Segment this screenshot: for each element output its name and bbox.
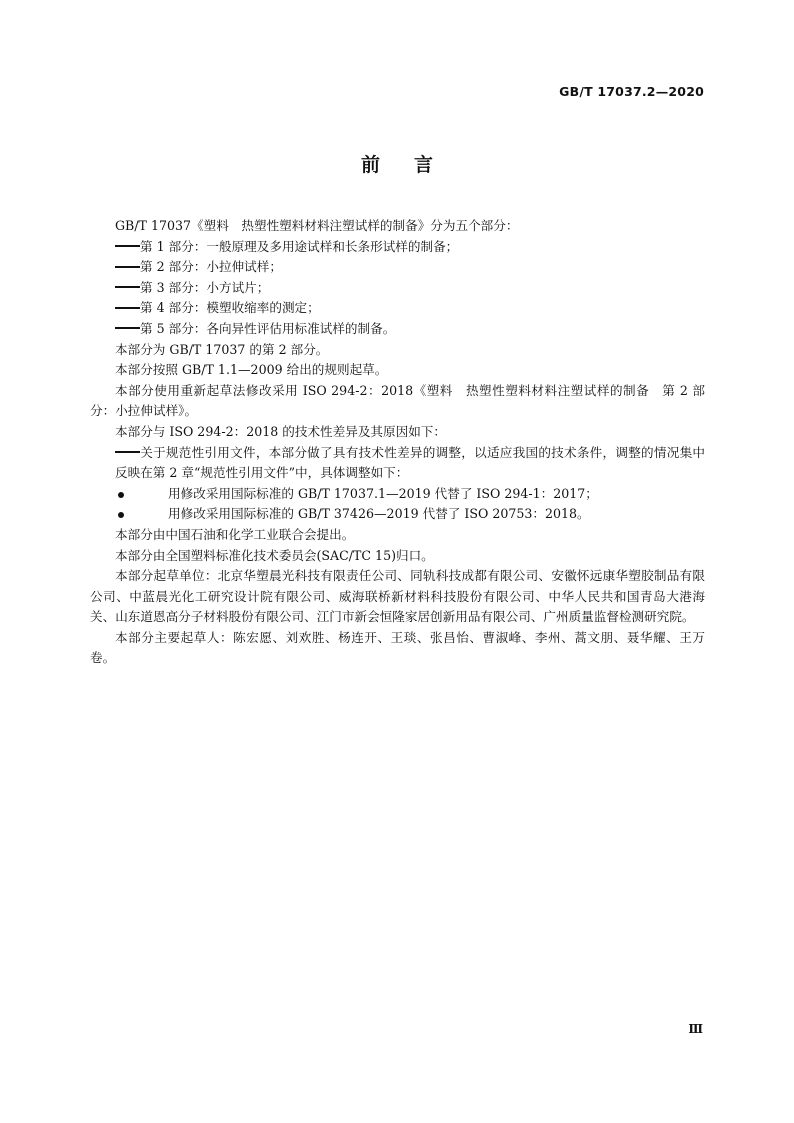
body-paragraph: 本部分由全国塑料标准化技术委员会(SAC/TC 15)归口。 (115, 547, 434, 563)
body-paragraph: 本部分为 GB/T 17037 的第 2 部分。 (115, 341, 329, 357)
document-body (90, 216, 705, 669)
drafters-paragraph: 本部分主要起草人：陈宏愿、刘欢胜、杨连开、王琰、张昌怡、曹淑峰、李州、蒿文朋、聂华耀、王万卷。 (90, 629, 705, 666)
part-list-item-text: 第 2 部分：小拉伸试样； (140, 259, 282, 275)
dash-mark (115, 286, 140, 288)
dash-mark (115, 327, 140, 329)
body-paragraph: 本部分由中国石油和化学工业联合会提出。 (115, 526, 355, 542)
page-title: 前言 (360, 154, 467, 176)
body-paragraph: 本部分按照 GB/T 1.1—2009 给出的规则起草。 (115, 362, 388, 378)
page-number: Ⅲ (688, 1022, 702, 1036)
intro-paragraph: GB/T 17037《塑料 热塑性塑料材料注塑试样的制备》分为五个部分： (115, 218, 519, 233)
part-list-item (90, 237, 705, 258)
dash-mark (115, 451, 140, 453)
dash-mark (115, 266, 140, 268)
dash-mark (115, 245, 140, 247)
bullet-dot-icon (118, 492, 124, 498)
dash-mark (115, 307, 140, 309)
part-list-item (90, 319, 705, 340)
standard-number: GB/T 17037.2—2020 (559, 84, 704, 99)
part-list-item (90, 257, 705, 278)
bullet-item-text: 用修改采用国际标准的 GB/T 17037.1—2019 代替了 ISO 294-1：2017； (168, 485, 598, 501)
body-paragraph: 本部分使用重新起草法修改采用 ISO 294-2：2018《塑料 热塑性塑料材料注塑试样的制备 第 2 部分：小拉伸试样》。 (90, 382, 705, 419)
part-list-item-text: 第 3 部分：小方试片； (140, 279, 270, 295)
part-list-item-text: 第 1 部分：一般原理及多用途试样和长条形试样的制备； (140, 238, 459, 254)
body-paragraph: 本部分与 ISO 294-2：2018 的技术性差异及其原因如下： (115, 423, 446, 439)
difference-item (90, 443, 705, 484)
bullet-item-text: 用修改采用国际标准的 GB/T 37426—2019 代替了 ISO 20753：2018。 (168, 506, 590, 522)
bullet-dot-icon (118, 512, 124, 518)
part-list-item (90, 298, 705, 319)
drafting-units-paragraph: 本部分起草单位：北京华塑晨光科技有限责任公司、同轨科技成都有限公司、安徽怀远康华塑胶制品有限公司、中蓝晨光化工研究设计院有限公司、威海联桥新材料科技股份有限公司、中华人民共和国青岛大港海关、山东道恩高分子材料股份有限公司、江门市新会恒隆家居创新用品有限公司、广州质量监督检测研究院。 (90, 568, 705, 625)
difference-item-text: 关于规范性引用文件，本部分做了具有技术性差异的调整，以适应我国的技术条件，调整的情况集中反映在第 2 章“规范性引用文件”中，具体调整如下： (115, 444, 705, 481)
part-list-item-text: 第 4 部分：模塑收缩率的测定； (140, 300, 320, 316)
part-list-item-text: 第 5 部分：各向异性评估用标准试样的制备。 (140, 320, 396, 336)
bullet-item (90, 484, 705, 505)
part-list-item (90, 278, 705, 299)
bullet-item (90, 504, 705, 525)
